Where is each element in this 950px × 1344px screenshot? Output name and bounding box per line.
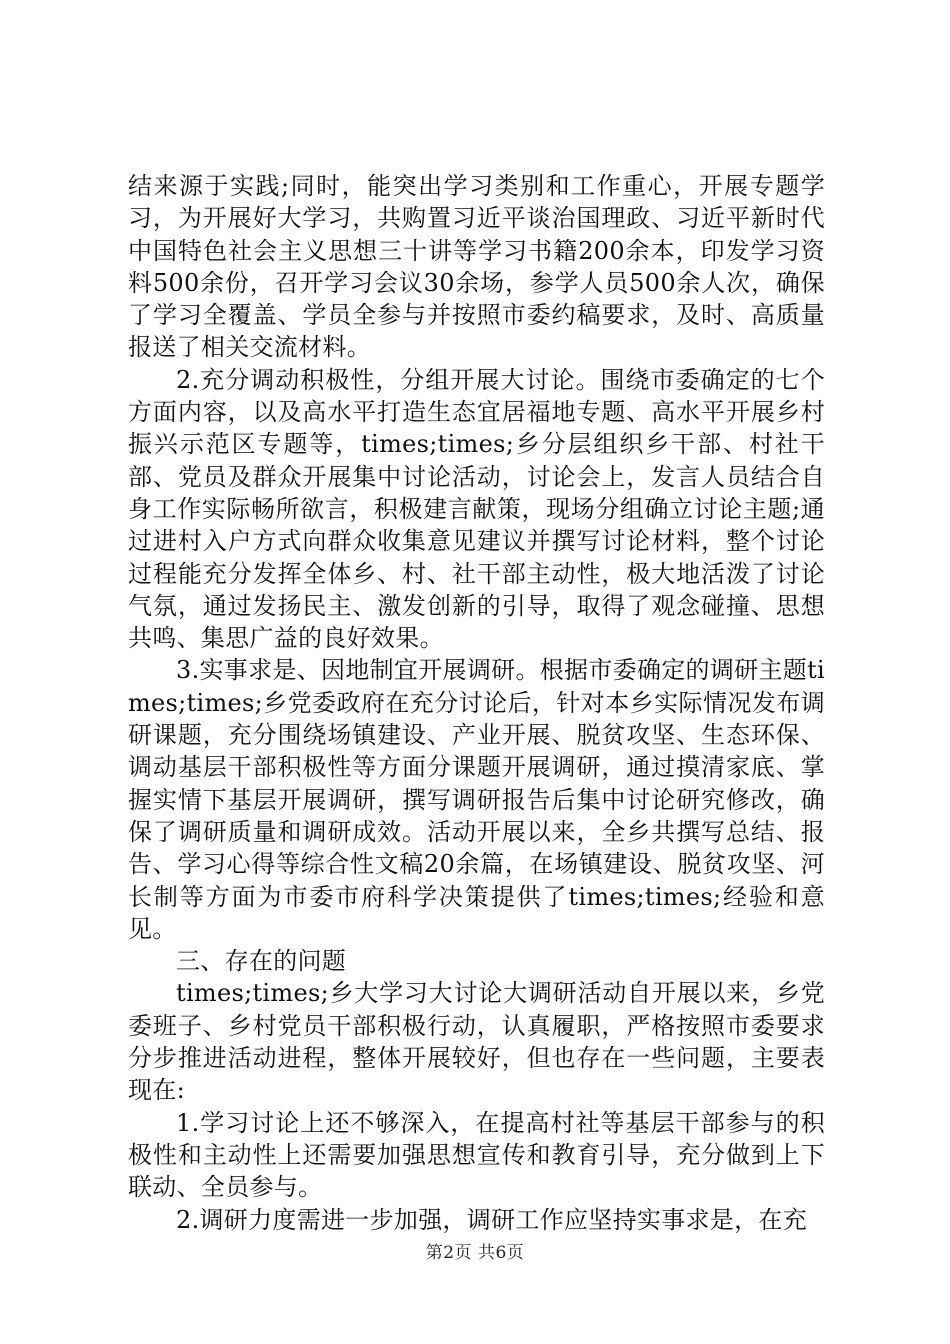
paragraph-item-2: 2.充分调动积极性，分组开展大讨论。围绕市委确定的七个方面内容，以及高水平打造生态宜居福地专题、高水平开展乡村振兴示范区专题等，times;times;乡分层组织乡干部、村社干部、党员及群众开展集中讨论活动，讨论会上，发言人员结合自身工作实际畅所欲言，积极建言献策，现场分组确立讨论主题;通过进村入户方式向群众收集意见建议并撰写讨论材料，整个讨论过程能充分发挥全体乡、村、社干部主动性，极大地活泼了讨论气氛，通过发扬民主、激发创新的引导，取得了观念碰撞、思想共鸣、集思广益的良好效果。 [128,365,825,653]
paragraph-problem-1: 1.学习讨论上还不够深入，在提高村社等基层干部参与的积极性和主动性上还需要加强思想宣传和教育引导，充分做到上下联动、全员参与。 [128,1108,825,1202]
section-heading-problems: 三、存在的问题 [176,947,347,976]
page-number-footer: 第2页 共6页 [425,1243,525,1263]
paragraph-problem-2: 2.调研力度需进一步加强，调研工作应坚持实事求是，在充 [176,1205,807,1234]
paragraph-item-3: 3.实事求是、因地制宜开展调研。根据市委确定的调研主题times;times;乡党委政府在充分讨论后，针对本乡实际情况发布调研课题，充分围绕场镇建设、产业开展、脱贫攻坚、生态环保、调动基层干部积极性等方面分课题开展调研，通过摸清家底、掌握实情下基层开展调研，撰写调研报告后集中讨论研究修改，确保了调研质量和调研成效。活动开展以来，全乡共撰写总结、报告、学习心得等综合性文稿20余篇，在场镇建设、脱贫攻坚、河长制等方面为市委市府科学决策提供了times;times;经验和意见。 [128,656,825,943]
paragraph-continuation: 结来源于实践;同时，能突出学习类别和工作重心，开展专题学习，为开展好大学习，共购置习近平谈治国理政、习近平新时代中国特色社会主义思想三十讲等学习书籍200余本，印发学习资料500余份，召开学习会议30余场，参学人员500余人次，确保了学习全覆盖、学员全参与并按照市委约稿要求，及时、高质量报送了相关交流材料。 [128,172,825,362]
paragraph-problems-intro: times;times;乡大学习大讨论大调研活动自开展以来，乡党委班子、乡村党员干部积极行动，认真履职，严格按照市委要求分步推进活动进程，整体开展较好，但也存在一些问题，主要表现在: [128,979,825,1105]
document-body [128,170,825,1236]
